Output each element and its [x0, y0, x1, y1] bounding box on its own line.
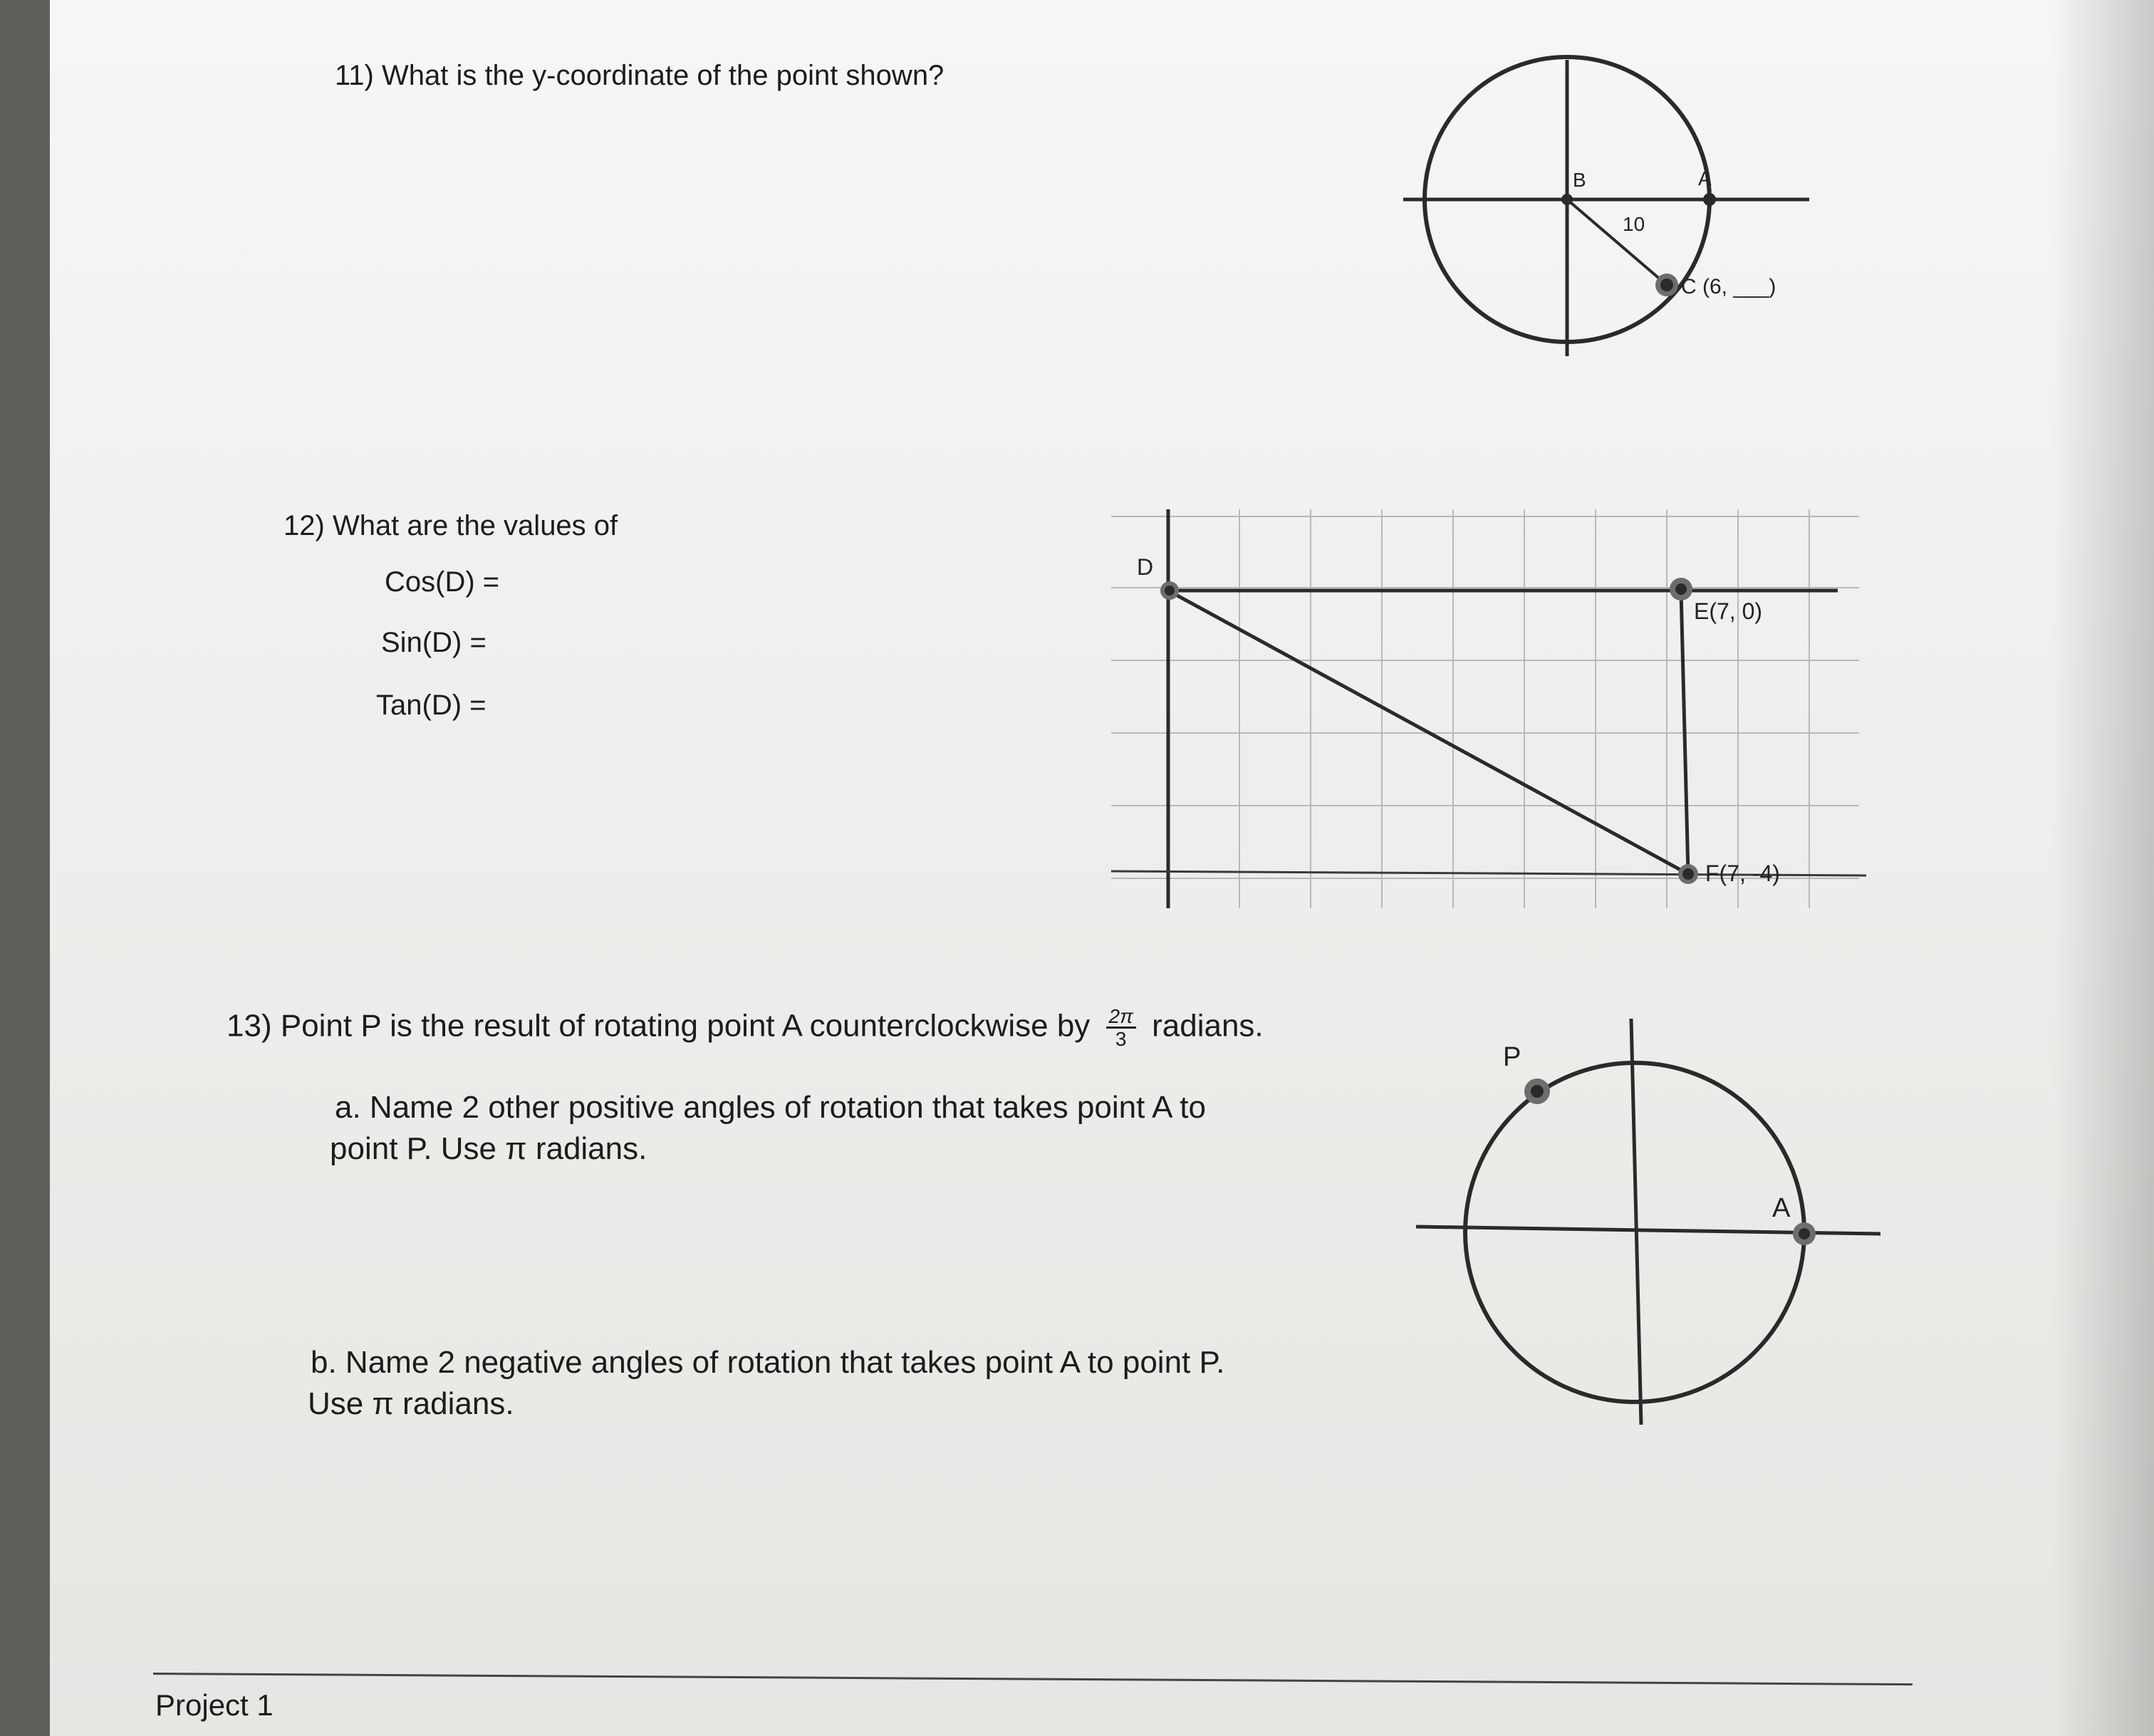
question-number: 11) [335, 60, 374, 91]
figure-unit-circle-q13 [1403, 1012, 1888, 1439]
question-text-after: radians. [1152, 1008, 1264, 1044]
question-text-before: Point P is the result of rotating point A counterclockwise by [280, 1008, 1091, 1044]
radius-segment [1567, 199, 1667, 285]
page-edge-shadow [2051, 0, 2154, 1736]
origin-point [1561, 194, 1573, 205]
part-a-line-1: a. Name 2 other positive angles of rotation that takes point A to [335, 1090, 1206, 1125]
fraction-numerator: 2π [1106, 1006, 1136, 1029]
question-number: 12) [283, 510, 325, 541]
label-b: B [1573, 169, 1586, 191]
fraction-denominator: 3 [1115, 1028, 1127, 1051]
figure-grid-triangle-q12 [1111, 509, 1866, 915]
y-axis [1631, 1019, 1641, 1425]
sin-d-item: Sin(D) = [381, 627, 487, 658]
label-a: A [1772, 1193, 1791, 1223]
label-p: P [1503, 1042, 1521, 1072]
label-e: E(7, 0) [1694, 598, 1763, 624]
radius-label: 10 [1623, 213, 1645, 235]
label-c: C (6, ___) [1681, 275, 1776, 298]
footer-project-label: Project 1 [155, 1688, 274, 1722]
cos-d-item: Cos(D) = [385, 566, 500, 598]
part-b-line-1: b. Name 2 negative angles of rotation that takes point A to point P. [311, 1345, 1225, 1380]
question-number: 13) [227, 1008, 272, 1044]
point-a [1799, 1228, 1810, 1239]
point-d [1165, 586, 1175, 596]
part-b-line-2: Use π radians. [308, 1386, 514, 1421]
label-d: D [1137, 554, 1154, 580]
question-12 [283, 510, 618, 542]
angle-fraction [1106, 1006, 1136, 1050]
grid-triangle-svg [1111, 509, 1866, 915]
tan-d-item: Tan(D) = [376, 690, 487, 721]
unit-circle-svg [1396, 50, 1823, 363]
point-p [1531, 1085, 1544, 1098]
question-text: What is the y-coordinate of the point shown? [381, 60, 945, 91]
rotation-circle-svg [1403, 1012, 1888, 1439]
question-text: What are the values of [332, 510, 618, 541]
question-11 [335, 60, 944, 92]
part-a-line-2: point P. Use π radians. [330, 1131, 647, 1166]
point-a [1703, 193, 1716, 206]
grid-lines [1111, 509, 1859, 908]
figure-unit-circle-q11 [1396, 50, 1823, 363]
point-e [1675, 583, 1687, 595]
point-c [1660, 279, 1673, 291]
point-f [1682, 868, 1694, 880]
label-a: A [1698, 167, 1712, 189]
label-f: F(7, -4) [1705, 861, 1780, 886]
question-13 [227, 1006, 1264, 1050]
